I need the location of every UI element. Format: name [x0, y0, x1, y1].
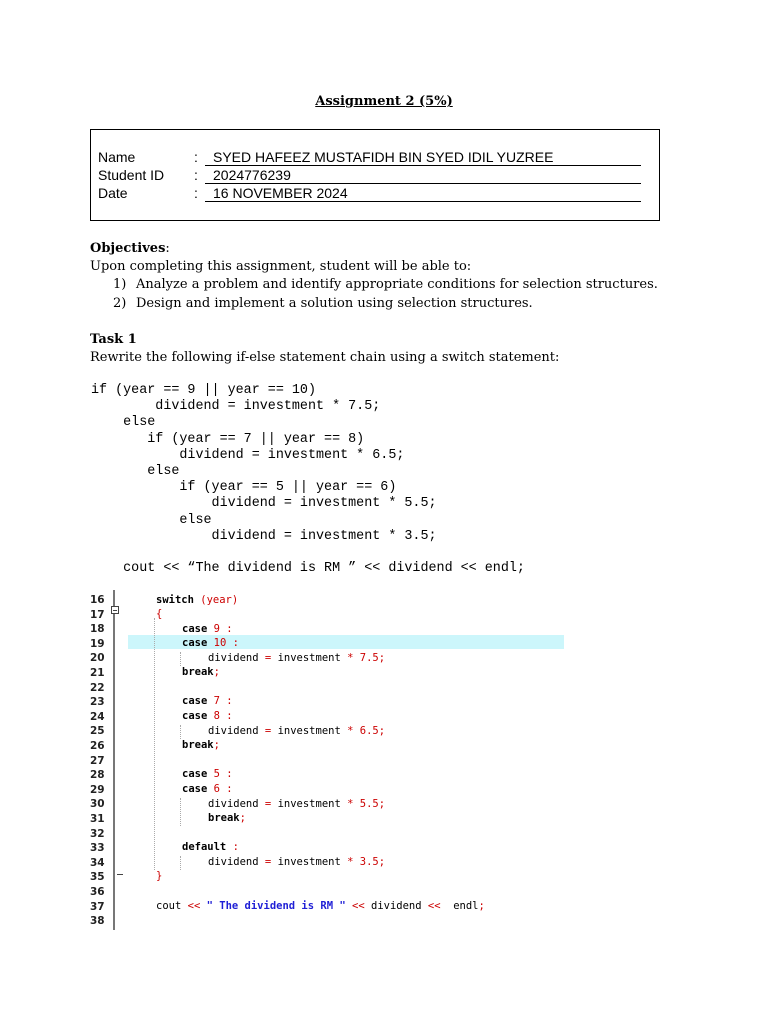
student-id-label: Student ID: [98, 167, 165, 183]
code-line-37: cout << " The dividend is RM " << dividend << endl;: [156, 900, 485, 912]
objectives-heading-line: [90, 241, 170, 256]
line-number: 17: [90, 608, 105, 621]
date-colon: :: [194, 185, 198, 201]
indent-guide: [154, 618, 155, 870]
line-number: 29: [90, 783, 105, 796]
objectives-intro: Upon completing this assignment, student will be able to:: [90, 259, 472, 274]
code-line-30: dividend = investment * 5.5;: [208, 798, 386, 810]
code-line-29: case 6 :: [182, 783, 233, 795]
line-number: 23: [90, 696, 105, 709]
line-number: 28: [90, 769, 105, 782]
line-number: 36: [90, 886, 105, 898]
line-number: 24: [90, 710, 105, 723]
student-id-colon: :: [194, 167, 198, 183]
task-instruction: Rewrite the following if-else statement chain using a switch statement:: [90, 350, 560, 365]
line-number: 19: [90, 637, 105, 650]
line-number: 34: [90, 856, 105, 869]
code-line-21: break;: [182, 666, 220, 678]
indent-guide: [180, 725, 181, 739]
code-editor-screenshot: [88, 590, 564, 930]
student-id-value: 2024776239: [205, 167, 641, 184]
code-line-23: case 7 :: [182, 695, 233, 707]
line-number: 25: [90, 725, 105, 738]
line-number: 26: [90, 740, 105, 752]
line-number: 33: [90, 842, 105, 855]
line-number: 20: [90, 652, 105, 665]
line-number: 32: [90, 827, 105, 840]
code-line-33: default :: [182, 841, 239, 853]
line-number: 31: [90, 813, 105, 825]
objective-item-1-number: 1): [113, 277, 127, 292]
code-line-26: break;: [182, 739, 220, 751]
line-number: 18: [90, 623, 105, 636]
objectives-heading-colon: :: [165, 241, 170, 256]
objective-item-1-text: Analyze a problem and identify appropriate conditions for selection structures.: [136, 277, 658, 292]
line-number: 21: [90, 667, 105, 679]
line-number: 30: [90, 798, 105, 811]
code-line-20: dividend = investment * 7.5;: [208, 652, 386, 664]
code-line-35: }: [156, 870, 163, 882]
code-line-18: case 9 :: [182, 623, 233, 635]
collapse-minus-icon[interactable]: [111, 606, 119, 614]
code-line-19: case 10 :: [182, 637, 239, 649]
line-number: 37: [90, 900, 105, 913]
fold-end-marker-icon: [117, 874, 123, 875]
objectives-heading: Objectives: [90, 241, 166, 256]
code-line-28: case 5 :: [182, 768, 233, 780]
name-label: Name: [98, 149, 136, 165]
code-line-34: dividend = investment * 3.5;: [208, 856, 386, 868]
document-title: Assignment 2 (5%): [315, 94, 453, 109]
indent-guide: [180, 856, 181, 870]
indent-guide: [180, 798, 181, 826]
name-colon: :: [194, 149, 198, 165]
code-line-25: dividend = investment * 6.5;: [208, 725, 386, 737]
line-number: 22: [90, 681, 105, 694]
code-line-17: {: [156, 608, 163, 620]
date-value: 16 NOVEMBER 2024: [205, 185, 641, 202]
objective-item-2-text: Design and implement a solution using selection structures.: [136, 296, 533, 311]
code-line-24: case 8 :: [182, 710, 233, 722]
line-number: 27: [90, 754, 105, 767]
date-label: Date: [98, 185, 128, 201]
code-line-16: switch (year): [156, 594, 239, 606]
if-else-code-block: if (year == 9 || year == 10) dividend = investment * 7.5; else if (year == 7 || year == 8) dividend = investment * 6.5; else if (year == 5 || year == 6) dividend = investment * 5.5; else dividend = investment * 3.5; cout << “The dividend is RM ” << dividend << endl;: [91, 383, 525, 577]
indent-guide: [180, 652, 181, 666]
line-number: 35: [90, 871, 105, 884]
line-number: 16: [90, 594, 105, 606]
objective-item-2-number: 2): [113, 296, 127, 311]
task-heading: Task 1: [90, 332, 137, 347]
name-value: SYED HAFEEZ MUSTAFIDH BIN SYED IDIL YUZREE: [205, 149, 641, 166]
code-line-31: break;: [208, 812, 246, 824]
line-number: 38: [90, 915, 105, 928]
